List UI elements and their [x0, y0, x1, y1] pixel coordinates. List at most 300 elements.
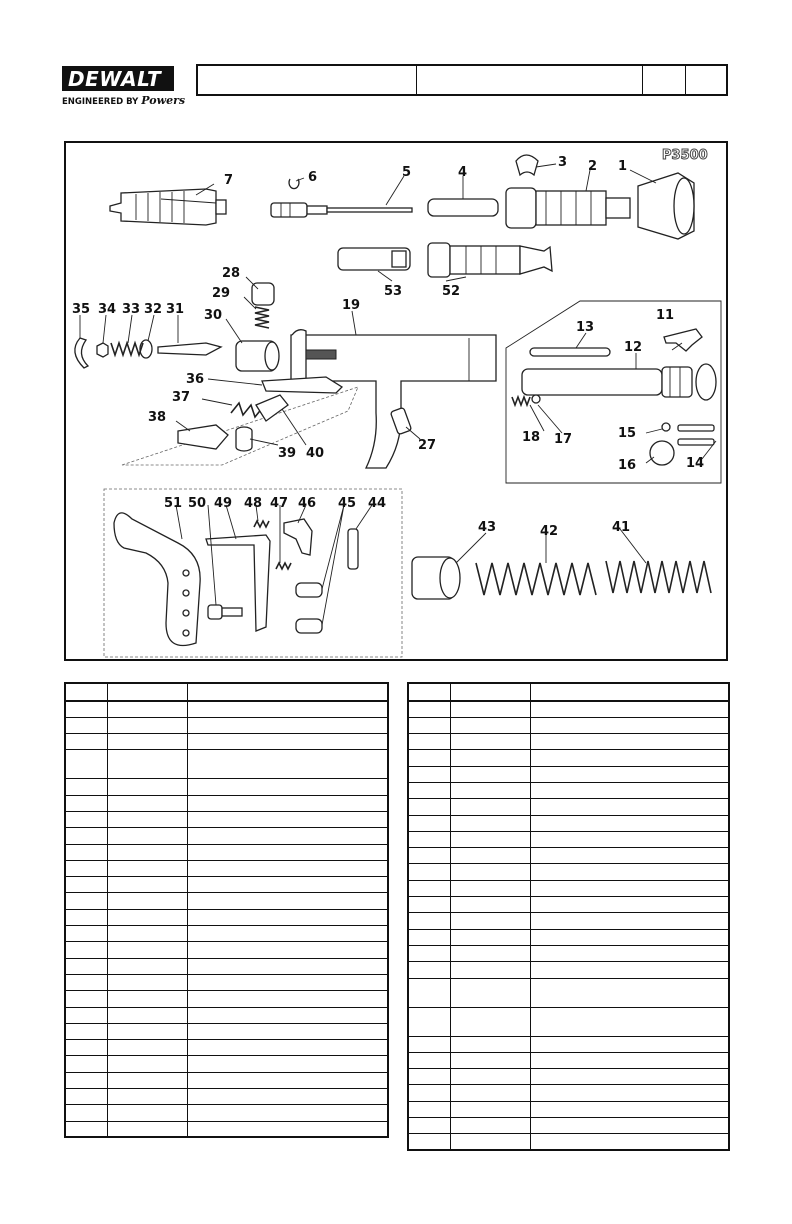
table-cell	[107, 750, 187, 779]
table-cell	[450, 1052, 531, 1068]
part-33-spring	[111, 343, 143, 355]
table-cell	[450, 913, 531, 929]
table-cell	[188, 1105, 388, 1121]
table-cell	[107, 991, 187, 1007]
table-cell	[188, 991, 388, 1007]
table-row	[408, 945, 729, 961]
table-row	[65, 1105, 388, 1121]
part-18-spring	[512, 397, 530, 405]
table-cell	[65, 1007, 107, 1023]
table-cell	[188, 877, 388, 893]
table-row	[408, 1069, 729, 1085]
table-row	[65, 795, 388, 811]
subassembly-box	[104, 489, 402, 657]
table-cell	[531, 864, 729, 880]
table-cell	[450, 962, 531, 978]
table-cell	[107, 926, 187, 942]
table-cell	[107, 701, 187, 717]
table-row	[65, 942, 388, 958]
table-cell	[107, 1121, 187, 1137]
table-cell	[65, 860, 107, 876]
table-cell	[408, 1036, 450, 1052]
table-cell	[107, 974, 187, 990]
table-row	[65, 893, 388, 909]
table-cell	[65, 1056, 107, 1072]
table-cell	[450, 782, 531, 798]
table-cell	[531, 1036, 729, 1052]
title-bar	[196, 64, 728, 96]
table-header-cell	[450, 683, 531, 701]
table-cell	[531, 897, 729, 913]
table-cell	[107, 942, 187, 958]
table-cell	[408, 1007, 450, 1036]
table-row	[408, 701, 729, 717]
table-cell	[450, 1007, 531, 1036]
part-15-ball	[662, 423, 670, 431]
table-cell	[408, 734, 450, 750]
table-cell	[450, 766, 531, 782]
table-cell	[107, 1072, 187, 1088]
table-cell	[450, 897, 531, 913]
table-cell	[531, 978, 729, 1007]
table-cell	[65, 734, 107, 750]
part-40-pawl	[256, 395, 288, 421]
table-row	[408, 880, 729, 896]
part-52-shear-cap	[428, 243, 552, 277]
table-row	[408, 799, 729, 815]
table-cell	[450, 1101, 531, 1117]
table-row	[408, 1052, 729, 1068]
part-48-spring	[254, 521, 269, 527]
table-cell	[450, 945, 531, 961]
table-row	[408, 848, 729, 864]
table-cell	[65, 811, 107, 827]
table-row	[65, 991, 388, 1007]
callout-7: 7	[224, 173, 234, 188]
table-cell	[107, 828, 187, 844]
table-cell	[188, 1007, 388, 1023]
callout-16: 16	[618, 458, 637, 473]
table-cell	[188, 1023, 388, 1039]
table-cell	[65, 942, 107, 958]
table-cell	[65, 926, 107, 942]
table-cell	[531, 717, 729, 733]
table-row	[65, 828, 388, 844]
part-44-pin	[348, 529, 358, 569]
callout-48: 48	[244, 496, 263, 511]
callout-33: 33	[122, 302, 141, 317]
callout-3: 3	[558, 155, 568, 170]
table-row	[408, 1036, 729, 1052]
table-row	[408, 864, 729, 880]
callout-12: 12	[624, 340, 643, 355]
table-cell	[408, 978, 450, 1007]
part-36-trigger-bar	[262, 377, 342, 393]
table-row	[65, 926, 388, 942]
table-cell	[188, 909, 388, 925]
table-row	[65, 1121, 388, 1137]
table-cell	[450, 848, 531, 864]
table-row	[65, 717, 388, 733]
table-cell	[450, 978, 531, 1007]
table-row	[408, 913, 729, 929]
table-cell	[450, 701, 531, 717]
table-row	[65, 909, 388, 925]
callout-47: 47	[270, 496, 289, 511]
table-cell	[188, 844, 388, 860]
table-cell	[65, 750, 107, 779]
table-header-cell	[408, 683, 450, 701]
callout-42: 42	[540, 524, 559, 539]
table-cell	[188, 958, 388, 974]
callout-46: 46	[298, 496, 317, 511]
table-cell	[188, 795, 388, 811]
callout-4: 4	[458, 165, 468, 180]
table-cell	[531, 766, 729, 782]
table-cell	[408, 864, 450, 880]
callout-35: 35	[72, 302, 91, 317]
callout-45: 45	[338, 496, 357, 511]
table-cell	[188, 926, 388, 942]
table-cell	[531, 1085, 729, 1101]
parts-table-left	[64, 682, 389, 1138]
part-7-barrel-sleeve	[110, 189, 226, 225]
table-cell	[107, 909, 187, 925]
table-cell	[188, 1040, 388, 1056]
table-cell	[408, 1101, 450, 1117]
table-cell	[107, 958, 187, 974]
table-cell	[65, 1072, 107, 1088]
table-cell	[531, 848, 729, 864]
table-cell	[107, 779, 187, 795]
table-cell	[408, 929, 450, 945]
table-row	[408, 1118, 729, 1134]
table-cell	[408, 1118, 450, 1134]
table-header-cell	[107, 683, 187, 701]
table-cell	[531, 945, 729, 961]
table-cell	[450, 1085, 531, 1101]
table-cell	[65, 795, 107, 811]
table-cell	[65, 991, 107, 1007]
part-34-nut	[97, 343, 108, 357]
part-43-ring	[412, 557, 460, 599]
callout-28: 28	[222, 266, 241, 281]
callout-19: 19	[342, 298, 361, 313]
part-2-barrel	[506, 188, 630, 228]
title-cell-4	[686, 66, 726, 94]
table-cell	[531, 913, 729, 929]
table-cell	[450, 831, 531, 847]
table-cell	[188, 1072, 388, 1088]
logo-tagline	[62, 94, 186, 107]
table-row	[408, 750, 729, 766]
table-cell	[188, 1121, 388, 1137]
part-38-sear	[178, 425, 228, 449]
callout-14: 14	[686, 456, 705, 471]
table-cell	[107, 1105, 187, 1121]
table-cell	[408, 815, 450, 831]
table-cell	[408, 766, 450, 782]
table-cell	[65, 1089, 107, 1105]
table-cell	[107, 893, 187, 909]
callout-44: 44	[368, 496, 387, 511]
callout-38: 38	[148, 410, 167, 425]
table-cell	[408, 701, 450, 717]
callout-11: 11	[656, 308, 675, 323]
table-row	[408, 1101, 729, 1117]
table-row	[408, 962, 729, 978]
callout-43: 43	[478, 520, 497, 535]
table-row	[65, 860, 388, 876]
table-row	[408, 815, 729, 831]
table-cell	[450, 1069, 531, 1085]
part-39-sleeve	[236, 427, 252, 451]
callout-5: 5	[402, 165, 412, 180]
table-row	[408, 1134, 729, 1150]
table-cell	[188, 893, 388, 909]
part-16-clip	[650, 441, 674, 465]
table-cell	[531, 1007, 729, 1036]
callout-15: 15	[618, 426, 637, 441]
table-cell	[450, 750, 531, 766]
callout-1: 1	[618, 159, 628, 174]
table-cell	[408, 717, 450, 733]
table-row	[65, 844, 388, 860]
table-row	[65, 779, 388, 795]
table-cell	[408, 1085, 450, 1101]
table-cell	[107, 877, 187, 893]
table-row	[408, 831, 729, 847]
callout-37: 37	[172, 390, 191, 405]
exploded-parts-diagram	[64, 141, 728, 661]
table-row	[65, 701, 388, 717]
table-row	[65, 958, 388, 974]
table-cell	[531, 815, 729, 831]
table-row	[408, 897, 729, 913]
title-cell-2	[417, 66, 643, 94]
table-cell	[107, 1023, 187, 1039]
model-label: P3500	[662, 148, 708, 163]
table-cell	[188, 701, 388, 717]
table-cell	[65, 877, 107, 893]
title-cell-1	[198, 66, 417, 94]
table-cell	[531, 929, 729, 945]
table-cell	[188, 734, 388, 750]
table-cell	[531, 1069, 729, 1085]
table-cell	[65, 1105, 107, 1121]
diagram-svg	[66, 143, 726, 659]
table-cell	[531, 1134, 729, 1150]
callout-41: 41	[612, 520, 631, 535]
part-31-pawl-pin	[158, 343, 221, 355]
parts-table-right	[407, 682, 730, 1151]
table-cell	[188, 942, 388, 958]
table-cell	[107, 860, 187, 876]
callout-40: 40	[306, 446, 325, 461]
table-cell	[65, 779, 107, 795]
table-cell	[65, 893, 107, 909]
table-cell	[65, 717, 107, 733]
table-cell	[531, 1101, 729, 1117]
callout-52: 52	[442, 284, 461, 299]
part-12-tube	[522, 364, 716, 400]
table-cell	[107, 717, 187, 733]
table-cell	[107, 734, 187, 750]
table-cell	[65, 1121, 107, 1137]
callout-49: 49	[214, 496, 233, 511]
table-cell	[188, 779, 388, 795]
callout-30: 30	[204, 308, 223, 323]
table-row	[65, 1089, 388, 1105]
table-cell	[531, 701, 729, 717]
part-13-rod	[530, 348, 610, 356]
table-cell	[408, 1069, 450, 1085]
table-cell	[450, 864, 531, 880]
table-row	[65, 1007, 388, 1023]
callout-2: 2	[588, 159, 598, 174]
table-row	[65, 1072, 388, 1088]
title-cell-3	[643, 66, 686, 94]
table-cell	[450, 717, 531, 733]
table-cell	[408, 962, 450, 978]
tagline-brand: Powers	[141, 94, 186, 107]
table-cell	[450, 734, 531, 750]
table-cell	[408, 831, 450, 847]
part-3-clip	[516, 155, 538, 175]
table-row	[65, 877, 388, 893]
table-row	[408, 929, 729, 945]
table-header-row	[65, 683, 388, 701]
table-cell	[408, 750, 450, 766]
table-cell	[107, 1056, 187, 1072]
part-14-screws	[678, 425, 714, 445]
callout-34: 34	[98, 302, 117, 317]
table-cell	[188, 860, 388, 876]
part-29-spring	[255, 307, 269, 328]
table-row	[65, 1040, 388, 1056]
table-row	[408, 734, 729, 750]
part-5-piston	[271, 203, 412, 217]
table-cell	[450, 1118, 531, 1134]
table-cell	[65, 909, 107, 925]
table-cell	[408, 913, 450, 929]
tagline-prefix: ENGINEERED BY	[62, 97, 139, 107]
callout-51: 51	[164, 496, 183, 511]
table-cell	[107, 795, 187, 811]
part-50-screw	[208, 605, 242, 619]
table-cell	[450, 799, 531, 815]
table-cell	[65, 1040, 107, 1056]
table-cell	[107, 811, 187, 827]
table-row	[408, 782, 729, 798]
table-header-cell	[531, 683, 729, 701]
table-cell	[188, 750, 388, 779]
table-cell	[107, 844, 187, 860]
table-cell	[531, 962, 729, 978]
dewalt-logo	[62, 66, 186, 107]
table-row	[408, 1007, 729, 1036]
table-cell	[188, 811, 388, 827]
table-cell	[531, 799, 729, 815]
table-header-row	[408, 683, 729, 701]
table-cell	[531, 782, 729, 798]
table-header-cell	[188, 683, 388, 701]
part-45-screws	[296, 583, 322, 633]
table-cell	[531, 880, 729, 896]
table-cell	[408, 1134, 450, 1150]
table-cell	[188, 828, 388, 844]
table-cell	[531, 1052, 729, 1068]
table-cell	[188, 1089, 388, 1105]
table-cell	[65, 958, 107, 974]
table-row	[65, 750, 388, 779]
callout-31: 31	[166, 302, 185, 317]
table-cell	[65, 828, 107, 844]
table-cell	[107, 1089, 187, 1105]
part-42-spring	[476, 563, 596, 595]
table-cell	[408, 799, 450, 815]
callout-29: 29	[212, 286, 231, 301]
table-cell	[531, 750, 729, 766]
part-11-lever	[664, 329, 702, 351]
callout-50: 50	[188, 496, 207, 511]
table-cell	[107, 1007, 187, 1023]
part-46-trigger	[284, 519, 312, 555]
table-cell	[65, 701, 107, 717]
table-row	[408, 717, 729, 733]
table-cell	[531, 1118, 729, 1134]
table-header-cell	[65, 683, 107, 701]
table-row	[408, 1085, 729, 1101]
table-cell	[450, 880, 531, 896]
table-row	[65, 1056, 388, 1072]
table-cell	[65, 844, 107, 860]
table-cell	[408, 945, 450, 961]
table-cell	[408, 1052, 450, 1068]
table-cell	[408, 880, 450, 896]
callout-32: 32	[144, 302, 163, 317]
part-51-handle	[114, 513, 200, 646]
callout-53: 53	[384, 284, 403, 299]
table-cell	[188, 717, 388, 733]
table-cell	[65, 1023, 107, 1039]
table-cell	[65, 974, 107, 990]
table-row	[408, 766, 729, 782]
part-47-spring	[276, 563, 291, 569]
callout-36: 36	[186, 372, 205, 387]
table-row	[65, 734, 388, 750]
table-cell	[408, 897, 450, 913]
table-row	[65, 811, 388, 827]
table-cell	[188, 1056, 388, 1072]
table-cell	[107, 1040, 187, 1056]
table-row	[408, 978, 729, 1007]
table-cell	[450, 1036, 531, 1052]
logo-wordmark: DEWALT	[62, 66, 174, 91]
table-cell	[531, 831, 729, 847]
table-cell	[450, 815, 531, 831]
callout-6: 6	[308, 170, 318, 185]
table-cell	[408, 782, 450, 798]
callout-13: 13	[576, 320, 595, 335]
part-35-ring	[75, 338, 88, 368]
table-cell	[450, 1134, 531, 1150]
table-row	[65, 974, 388, 990]
part-53-piston-stop	[338, 248, 410, 270]
part-4-pin	[428, 199, 498, 216]
part-17-ball	[532, 395, 540, 403]
part-41-spring	[606, 561, 711, 593]
